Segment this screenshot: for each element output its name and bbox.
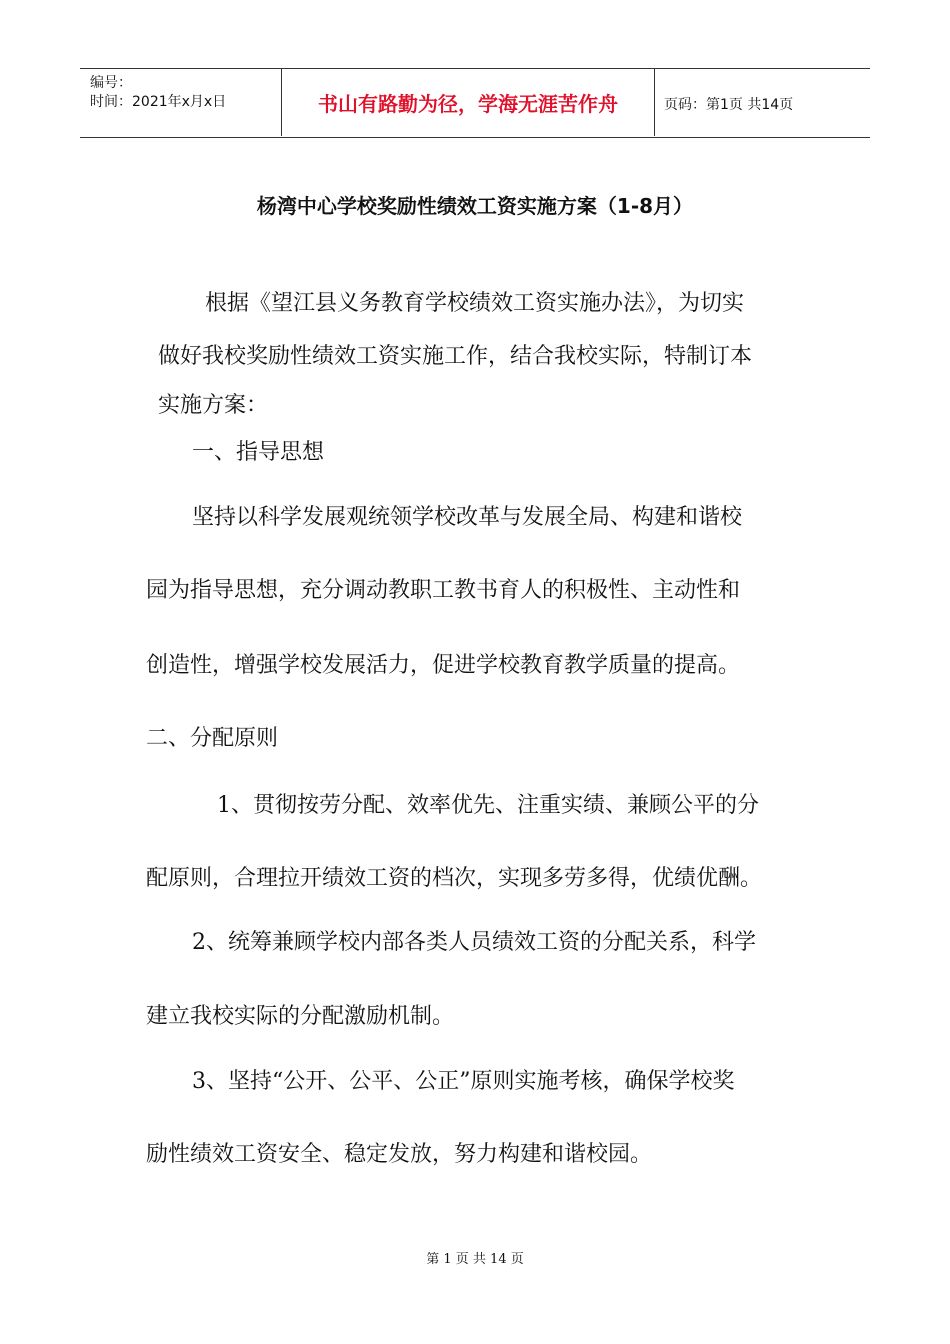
paragraph-line: 1、贯彻按劳分配、效率优先、注重实绩、兼顾公平的分 (217, 793, 759, 818)
paragraph-line: 实施方案： (158, 393, 269, 418)
page-info: 页码：第1页 共14页 (664, 97, 794, 113)
paragraph-line: 根据《望江县义务教育学校绩效工资实施办法》，为切实 (205, 291, 745, 316)
paragraph-line: 园为指导思想，充分调动教职工教书育人的积极性、主动性和 (146, 578, 741, 603)
paragraph-line: 3、坚持“公开、公平、公正”原则实施考核，确保学校奖 (192, 1069, 735, 1094)
section-heading: 二、分配原则 (146, 726, 279, 751)
doc-number-label: 编号： (90, 75, 132, 91)
paragraph-line: 配原则，合理拉开绩效工资的档次，实现多劳多得，优绩优酬。 (146, 866, 763, 891)
header-motto: 书山有路勤为径，学海无涯苦作舟 (318, 91, 618, 116)
paragraph-line: 2、统筹兼顾学校内部各类人员绩效工资的分配关系，科学 (192, 930, 756, 955)
header-divider (654, 68, 655, 136)
paragraph-line: 励性绩效工资安全、稳定发放，努力构建和谐校园。 (146, 1142, 653, 1167)
paragraph-line: 坚持以科学发展观统领学校改革与发展全局、构建和谐校 (192, 505, 743, 530)
document-title: 杨湾中心学校奖励性绩效工资实施方案（1-8月） (256, 194, 694, 218)
doc-date-label: 时间：2021年x月x日 (90, 94, 227, 110)
page-footer: 第 1 页 共 14 页 (426, 1252, 524, 1267)
section-heading: 一、指导思想 (192, 440, 325, 465)
paragraph-line: 创造性，增强学校发展活力，促进学校教育教学质量的提高。 (146, 653, 741, 678)
paragraph-line: 建立我校实际的分配激励机制。 (146, 1004, 455, 1029)
paragraph-line: 做好我校奖励性绩效工资实施工作，结合我校实际，特制订本 (158, 344, 753, 369)
